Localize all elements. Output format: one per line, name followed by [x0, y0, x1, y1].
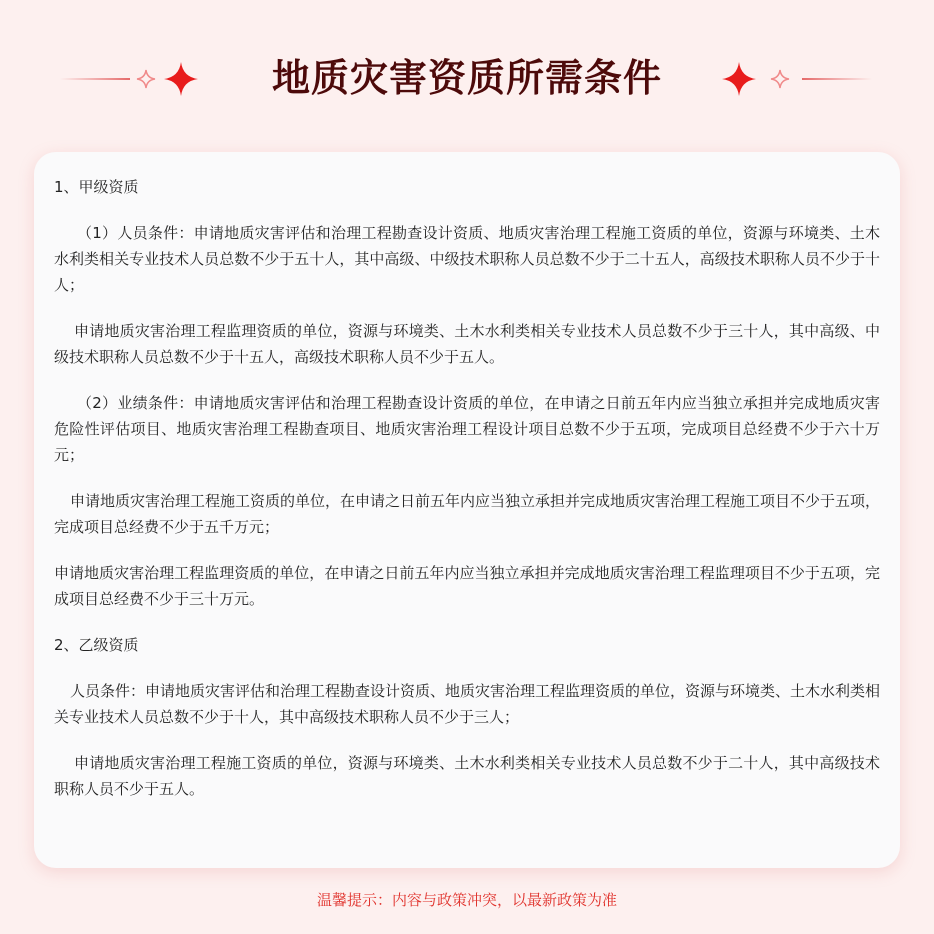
section-paragraph: （1）人员条件：申请地质灾害评估和治理工程勘查设计资质、地质灾害治理工程施工资质的单位，资源与环境类、土木水利类相关专业技术人员总数不少于五十人，其中高级、中级技术职称人员总数不少于二十五人，高级技术职称人员不少于十人；: [54, 224, 880, 294]
decorative-line-right: [802, 78, 872, 80]
section-paragraph: 人员条件：申请地质灾害评估和治理工程勘查设计资质、地质灾害治理工程监理资质的单位，资源与环境类、土木水利类相关专业技术人员总数不少于十人，其中高级技术职称人员不少于三人；: [54, 682, 881, 726]
section-heading: 2、乙级资质: [54, 636, 139, 654]
sparkle-icon: [722, 62, 756, 96]
section-paragraph: （2）业绩条件：申请地质灾害评估和治理工程勘查设计资质的单位，在申请之日前五年内应当独立承担并完成地质灾害危险性评估项目、地质灾害治理工程勘查项目、地质灾害治理工程设计项目总数不少于五项，完成项目总经费不少于六十万元；: [54, 394, 880, 464]
section-paragraph: 申请地质灾害治理工程施工资质的单位，资源与环境类、土木水利类相关专业技术人员总数不少于二十人，其中高级技术职称人员不少于五人。: [54, 754, 880, 798]
section-heading: 1、甲级资质: [54, 178, 139, 196]
section-paragraph: 申请地质灾害治理工程施工资质的单位，在申请之日前五年内应当独立承担并完成地质灾害治理工程施工项目不少于五项，完成项目总经费不少于五千万元；: [54, 492, 881, 536]
footer-notice: 温馨提示：内容与政策冲突，以最新政策为准: [316, 891, 617, 909]
section-paragraph: 申请地质灾害治理工程监理资质的单位，在申请之日前五年内应当独立承担并完成地质灾害治理工程监理项目不少于五项，完成项目总经费不少于三十万元。: [54, 564, 880, 608]
content-body: [54, 168, 880, 802]
content-card: [34, 152, 900, 868]
page-title: 地质灾害资质所需条件: [271, 56, 662, 100]
section-paragraph: 申请地质灾害治理工程监理资质的单位，资源与环境类、土木水利类相关专业技术人员总数不少于三十人，其中高级、中级技术职称人员总数不少于十五人，高级技术职称人员不少于五人。: [54, 322, 880, 366]
header: [0, 44, 934, 116]
sparkle-outline-icon: [770, 69, 790, 89]
